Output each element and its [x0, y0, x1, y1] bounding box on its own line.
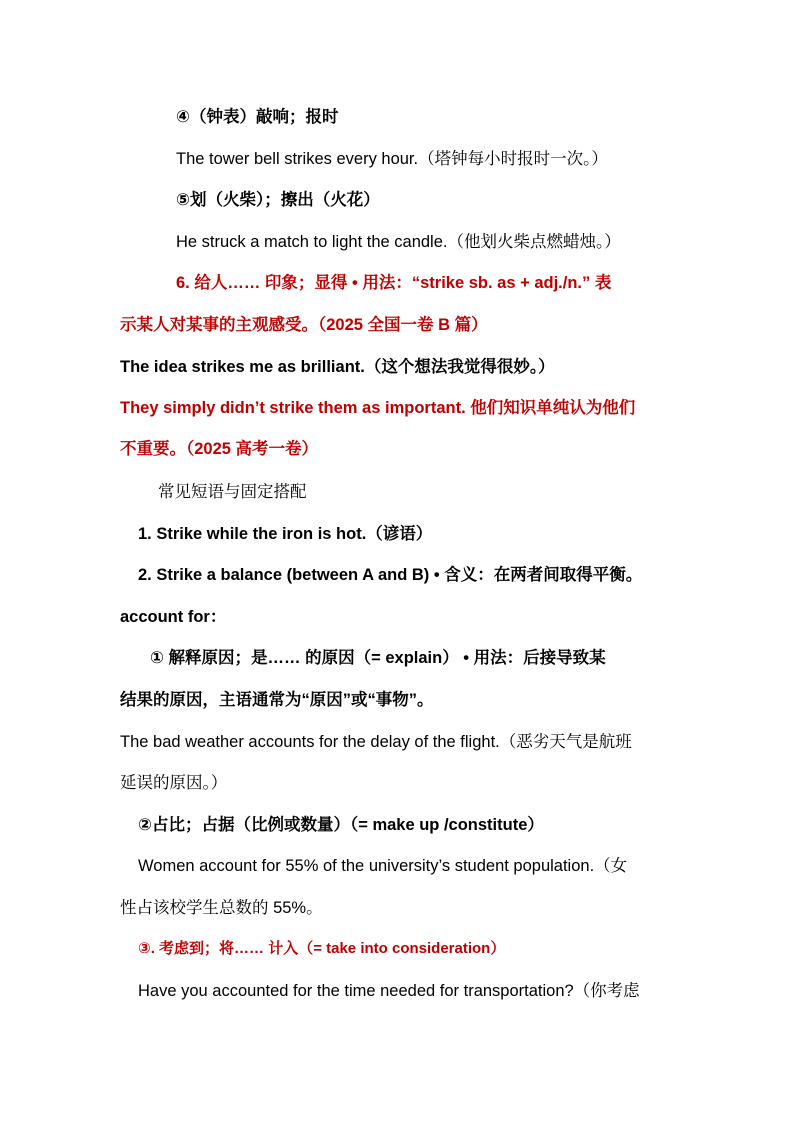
sense-6-heading: 6. 给人…… 印象；显得 • 用法：“strike sb. as + adj./n.” 表 [176, 274, 612, 292]
example-translation: 性占该校学生总数的 55%。 [120, 899, 323, 917]
phrase-2: 2. Strike a balance (between A and B) • 含义：在两者间取得平衡。 [138, 566, 643, 584]
example-sentence: The idea strikes me as brilliant.（这个想法我觉得很妙。） [120, 358, 555, 376]
account-for-sense-1: ① 解释原因；是…… 的原因（= explain） • 用法：后接导致某 [150, 649, 606, 667]
example-translation: 延误的原因。） [120, 774, 228, 792]
sense-6-note: 示某人对某事的主观感受。（2025 全国一卷 B 篇） [120, 316, 488, 334]
account-for-sense-3: ③. 考虑到；将…… 计入（= take into consideration） [138, 940, 506, 957]
sense-5-heading: ⑤划（火柴）；擦出（火花） [176, 191, 380, 209]
example-sentence: Have you accounted for the time needed for transportation?（你考虑 [138, 982, 640, 1000]
section-heading-phrases: 常见短语与固定搭配 [158, 483, 307, 501]
example-sentence: He struck a match to light the candle.（他划火柴点燃蜡烛。） [176, 233, 621, 251]
account-for-sense-1-usage: 结果的原因，主语通常为“原因”或“事物”。 [120, 691, 434, 709]
entry-heading-account-for: account for： [120, 608, 227, 626]
sense-4-heading: ④（钟表）敲响；报时 [176, 108, 339, 126]
exam-example-sentence: They simply didn’t strike them as important. 他们知识单纯认为他们 [120, 399, 636, 417]
phrase-1: 1. Strike while the iron is hot.（谚语） [138, 525, 433, 543]
exam-example-source: 不重要。（2025 高考一卷） [120, 440, 319, 458]
example-sentence: Women account for 55% of the university’s student population.（女 [138, 857, 628, 875]
example-sentence: The tower bell strikes every hour.（塔钟每小时报时一次。） [176, 150, 608, 168]
account-for-sense-2: ②占比；占据（比例或数量）（= make up /constitute） [138, 816, 544, 834]
example-sentence: The bad weather accounts for the delay of the flight.（恶劣天气是航班 [120, 733, 632, 751]
